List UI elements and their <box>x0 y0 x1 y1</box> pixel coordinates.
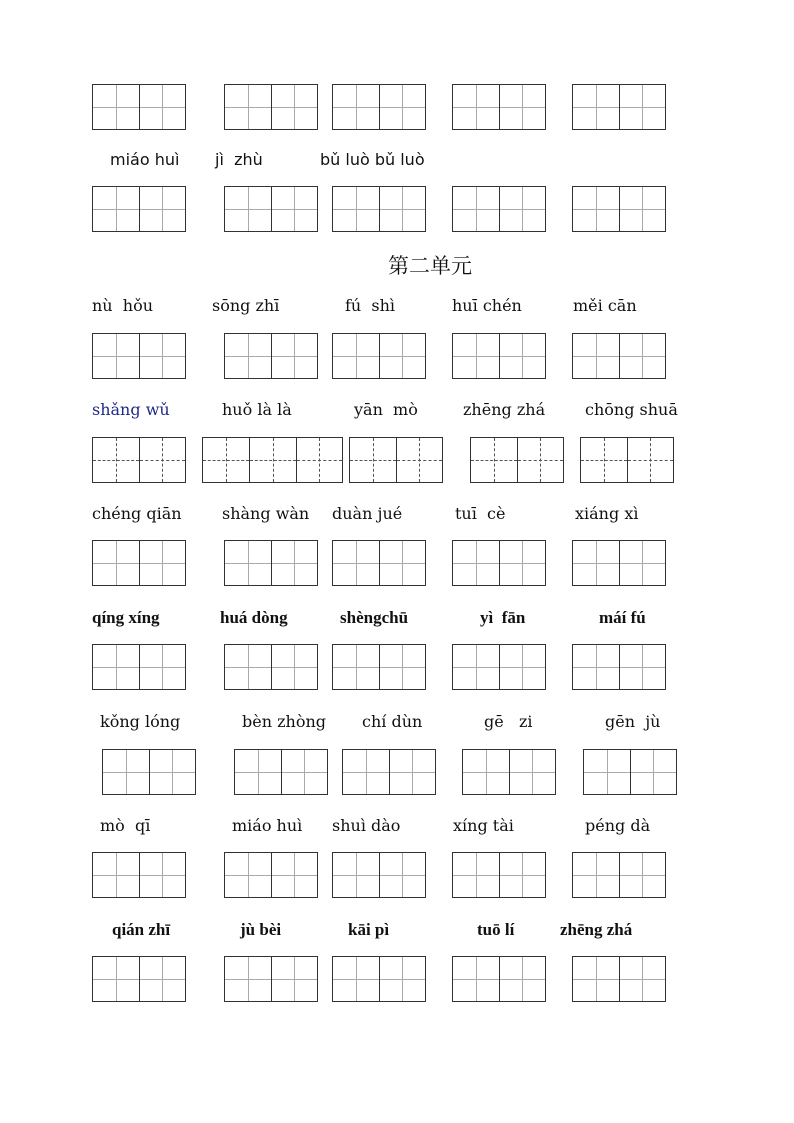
writing-box <box>224 852 318 898</box>
tianzige-cell <box>271 85 317 129</box>
pinyin-word: bǔ luò bǔ luò <box>320 150 425 169</box>
tianzige-cell <box>139 438 185 482</box>
tianzige-cell <box>573 957 619 1001</box>
tianzige-cell <box>619 853 665 897</box>
writing-box <box>202 437 343 483</box>
pinyin-word: huá dòng <box>220 608 288 627</box>
tianzige-cell <box>471 438 517 482</box>
writing-box <box>92 84 186 130</box>
tianzige-cell <box>573 645 619 689</box>
tianzige-cell <box>350 438 396 482</box>
writing-box <box>452 84 546 130</box>
pinyin-word: qíng xíng <box>92 608 160 627</box>
tianzige-cell <box>103 750 149 794</box>
tianzige-cell <box>333 541 379 585</box>
pinyin-word: měi cān <box>573 296 637 315</box>
pinyin-word: chéng qiān <box>92 504 182 523</box>
writing-box <box>92 437 186 483</box>
tianzige-cell <box>225 187 271 231</box>
tianzige-cell <box>573 85 619 129</box>
writing-box <box>332 852 426 898</box>
pinyin-word: gē zi <box>484 712 533 731</box>
writing-box <box>583 749 677 795</box>
tianzige-cell <box>93 334 139 378</box>
pinyin-word: miáo huì <box>110 150 180 169</box>
pinyin-word: nù hǒu <box>92 296 154 315</box>
tianzige-cell <box>225 853 271 897</box>
tianzige-cell <box>93 645 139 689</box>
tianzige-cell <box>225 957 271 1001</box>
tianzige-cell <box>619 85 665 129</box>
tianzige-cell <box>573 187 619 231</box>
pinyin-word: shǎng wǔ <box>92 400 170 419</box>
tianzige-cell <box>225 645 271 689</box>
tianzige-cell <box>379 541 425 585</box>
writing-box <box>92 956 186 1002</box>
tianzige-cell <box>573 541 619 585</box>
writing-box <box>462 749 556 795</box>
writing-box <box>349 437 443 483</box>
pinyin-word: zhēng zhá <box>560 920 633 939</box>
tianzige-cell <box>225 541 271 585</box>
tianzige-cell <box>271 645 317 689</box>
tianzige-cell <box>333 334 379 378</box>
tianzige-cell <box>573 334 619 378</box>
pinyin-word: péng dà <box>585 816 651 835</box>
pinyin-word: jì zhù <box>215 150 263 169</box>
tianzige-cell <box>630 750 676 794</box>
tianzige-cell <box>499 334 545 378</box>
tianzige-cell <box>581 438 627 482</box>
writing-box <box>332 186 426 232</box>
tianzige-cell <box>271 853 317 897</box>
tianzige-cell <box>235 750 281 794</box>
tianzige-cell <box>453 541 499 585</box>
tianzige-cell <box>389 750 435 794</box>
tianzige-cell <box>93 85 139 129</box>
writing-box <box>92 852 186 898</box>
pinyin-word: kāi pì <box>348 920 390 939</box>
tianzige-cell <box>333 853 379 897</box>
writing-box <box>234 749 328 795</box>
writing-box <box>332 540 426 586</box>
tianzige-cell <box>499 853 545 897</box>
tianzige-cell <box>517 438 563 482</box>
tianzige-cell <box>93 957 139 1001</box>
tianzige-cell <box>453 334 499 378</box>
tianzige-cell <box>333 957 379 1001</box>
tianzige-cell <box>619 645 665 689</box>
pinyin-word: qián zhī <box>112 920 171 939</box>
tianzige-cell <box>499 645 545 689</box>
tianzige-cell <box>139 85 185 129</box>
tianzige-cell <box>627 438 673 482</box>
tianzige-cell <box>271 957 317 1001</box>
tianzige-cell <box>333 187 379 231</box>
tianzige-cell <box>619 187 665 231</box>
tianzige-cell <box>93 438 139 482</box>
pinyin-word: chí dùn <box>362 712 423 731</box>
pinyin-word: yì fān <box>480 608 526 627</box>
tianzige-cell <box>271 334 317 378</box>
tianzige-cell <box>453 957 499 1001</box>
tianzige-cell <box>203 438 249 482</box>
pinyin-word: fú shì <box>345 296 396 315</box>
tianzige-cell <box>619 541 665 585</box>
writing-box <box>342 749 436 795</box>
tianzige-cell <box>249 438 295 482</box>
tianzige-cell <box>379 334 425 378</box>
tianzige-cell <box>333 85 379 129</box>
writing-box <box>572 540 666 586</box>
pinyin-word: chōng shuā <box>585 400 678 419</box>
pinyin-word: miáo huì <box>232 816 303 835</box>
writing-box <box>332 956 426 1002</box>
pinyin-word: yān mò <box>354 400 418 419</box>
pinyin-word: xiáng xì <box>575 504 639 523</box>
writing-box <box>102 749 196 795</box>
tianzige-cell <box>499 187 545 231</box>
pinyin-word: gēn jù <box>605 712 661 731</box>
tianzige-cell <box>453 645 499 689</box>
tianzige-cell <box>271 187 317 231</box>
tianzige-cell <box>139 853 185 897</box>
writing-box <box>452 333 546 379</box>
writing-box <box>224 333 318 379</box>
pinyin-word: duàn jué <box>332 504 403 523</box>
writing-box <box>92 540 186 586</box>
writing-box <box>92 186 186 232</box>
tianzige-cell <box>619 957 665 1001</box>
tianzige-cell <box>281 750 327 794</box>
pinyin-word: bèn zhòng <box>242 712 327 731</box>
pinyin-word: huī chén <box>452 296 522 315</box>
writing-box <box>572 956 666 1002</box>
writing-box <box>332 333 426 379</box>
tianzige-cell <box>379 957 425 1001</box>
tianzige-cell <box>499 85 545 129</box>
tianzige-cell <box>509 750 555 794</box>
pinyin-word: tuō lí <box>477 920 515 939</box>
tianzige-cell <box>333 645 379 689</box>
tianzige-cell <box>296 438 342 482</box>
tianzige-cell <box>149 750 195 794</box>
writing-box <box>224 84 318 130</box>
pinyin-word: shàng wàn <box>222 504 310 523</box>
tianzige-cell <box>93 541 139 585</box>
pinyin-word: shèngchū <box>340 608 409 627</box>
writing-box <box>224 186 318 232</box>
tianzige-cell <box>499 957 545 1001</box>
tianzige-cell <box>139 957 185 1001</box>
tianzige-cell <box>139 187 185 231</box>
writing-box <box>92 333 186 379</box>
pinyin-word: sōng zhī <box>212 296 280 315</box>
pinyin-word: tuī cè <box>455 504 506 523</box>
tianzige-cell <box>139 645 185 689</box>
tianzige-cell <box>139 541 185 585</box>
writing-box <box>224 644 318 690</box>
pinyin-word: shuì dào <box>332 816 401 835</box>
writing-box <box>572 644 666 690</box>
tianzige-cell <box>225 85 271 129</box>
tianzige-cell <box>343 750 389 794</box>
tianzige-cell <box>573 853 619 897</box>
writing-box <box>224 956 318 1002</box>
tianzige-cell <box>453 853 499 897</box>
writing-box <box>452 956 546 1002</box>
tianzige-cell <box>499 541 545 585</box>
tianzige-cell <box>379 85 425 129</box>
writing-box <box>470 437 564 483</box>
pinyin-word: jù bèi <box>240 920 282 939</box>
writing-box <box>452 540 546 586</box>
tianzige-cell <box>619 334 665 378</box>
pinyin-word: mò qī <box>100 816 151 835</box>
tianzige-cell <box>453 85 499 129</box>
tianzige-cell <box>379 645 425 689</box>
writing-box <box>332 644 426 690</box>
tianzige-cell <box>93 187 139 231</box>
tianzige-cell <box>463 750 509 794</box>
writing-box <box>572 333 666 379</box>
tianzige-cell <box>396 438 442 482</box>
pinyin-word: huǒ là là <box>222 400 292 419</box>
tianzige-cell <box>379 853 425 897</box>
writing-box <box>332 84 426 130</box>
tianzige-cell <box>225 334 271 378</box>
writing-box <box>92 644 186 690</box>
unit-title: 第二单元 <box>388 254 472 278</box>
writing-box <box>580 437 674 483</box>
pinyin-word: xíng tài <box>453 816 514 835</box>
tianzige-cell <box>453 187 499 231</box>
writing-box <box>572 84 666 130</box>
tianzige-cell <box>93 853 139 897</box>
pinyin-word: kǒng lóng <box>100 712 181 731</box>
pinyin-word: máí fú <box>599 608 646 627</box>
writing-box <box>572 852 666 898</box>
tianzige-cell <box>379 187 425 231</box>
writing-box <box>452 644 546 690</box>
pinyin-word: zhēng zhá <box>463 400 546 419</box>
tianzige-cell <box>584 750 630 794</box>
tianzige-cell <box>139 334 185 378</box>
writing-box <box>224 540 318 586</box>
writing-box <box>572 186 666 232</box>
writing-box <box>452 186 546 232</box>
tianzige-cell <box>271 541 317 585</box>
writing-box <box>452 852 546 898</box>
